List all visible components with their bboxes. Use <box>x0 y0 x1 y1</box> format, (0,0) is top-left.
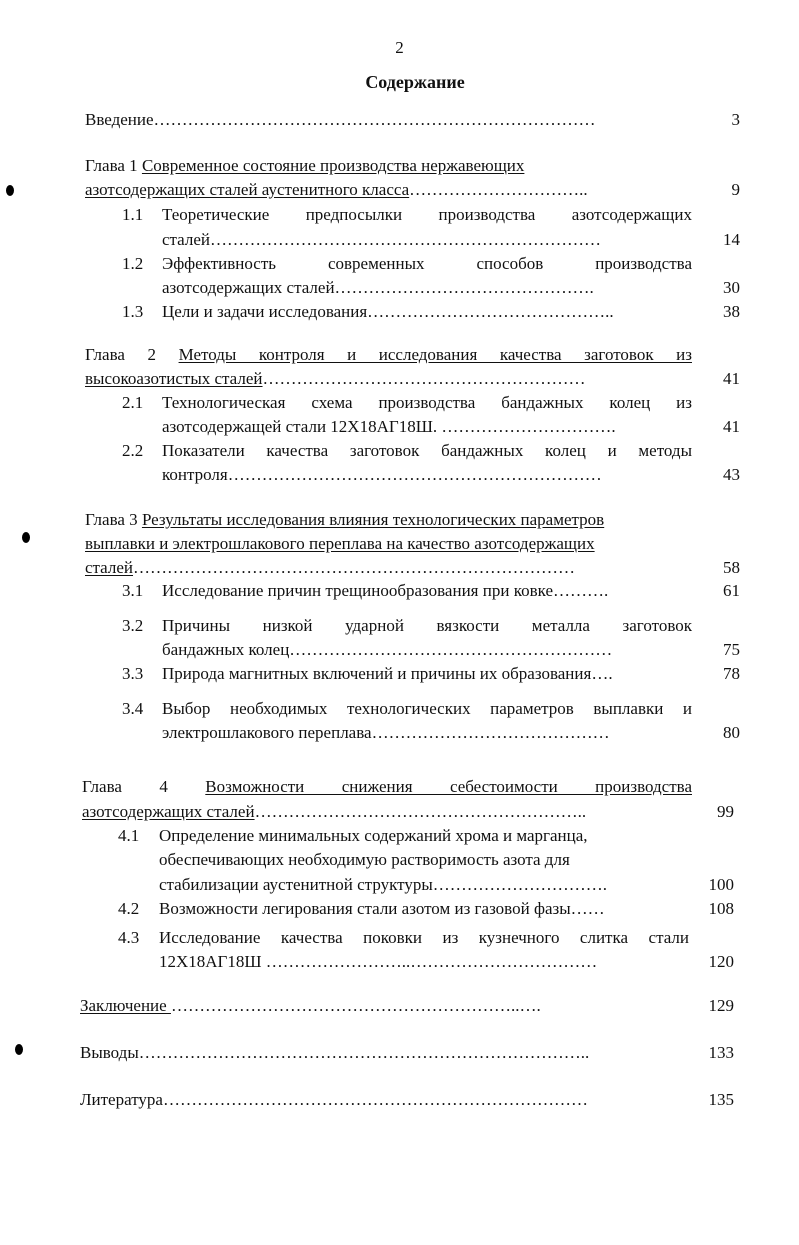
toc-section-number: 3.2 <box>122 616 144 635</box>
toc-leader: ………………………………………………… <box>262 369 586 388</box>
chapter-title: сталей <box>85 558 134 577</box>
toc-section-1-3-page: 38 <box>723 302 740 321</box>
toc-section-4-3-page: 120 <box>708 952 734 971</box>
toc-leader: …………………………………………………………………….. <box>138 1043 590 1062</box>
toc-chapter-3-page: 58 <box>723 558 740 577</box>
toc-section-1-3[interactable]: Цели и задачи исследования…………………………………….. <box>162 302 614 321</box>
chapter-title: Возможности снижения себестоимости производства <box>205 777 692 796</box>
toc-conclusion[interactable] <box>80 995 541 1017</box>
margin-bullet <box>6 185 14 196</box>
toc-section-1-2[interactable]: Эффективность современных способов производства <box>162 254 692 273</box>
chapter-title: Современное состояние производства нержавеющих <box>141 156 525 175</box>
toc-section-3-1[interactable]: Исследование причин трещинообразования при ковке………. <box>162 581 609 600</box>
toc-section-4-3[interactable]: Исследование качества поковки из кузнечного слитка стали <box>159 928 689 947</box>
margin-bullet <box>15 1044 23 1055</box>
toc-section-2-2-page: 43 <box>723 465 740 484</box>
toc-section-number: 2.1 <box>122 393 144 412</box>
chapter-title: высокоазотистых сталей <box>85 369 263 388</box>
toc-chapter-3[interactable] <box>85 509 604 531</box>
toc-section-number: 4.2 <box>118 899 140 918</box>
toc-section-2-1-cont: азотсодержащей стали 12Х18АГ18Ш. …………………………. <box>162 417 616 436</box>
toc-leader: …………………………………………………………………… <box>133 558 576 577</box>
toc-chapter-3-cont <box>85 533 595 555</box>
toc-section-4-2[interactable]: Возможности легирования стали азотом из газовой фазы…… <box>159 899 605 918</box>
toc-intro-label: Введение <box>85 110 154 129</box>
toc-section-4-1[interactable]: Определение минимальных содержаний хрома и марганца, <box>159 826 588 845</box>
toc-section-1-1-cont: сталей…………………………………………………………… <box>162 230 602 249</box>
toc-section-4-1-page: 100 <box>708 875 734 894</box>
toc-section-3-4[interactable]: Выбор необходимых технологических параметров выплавки и <box>162 699 692 718</box>
chapter-prefix: Глава 2 <box>85 345 179 364</box>
toc-section-3-2[interactable]: Причины низкой ударной вязкости металла заготовок <box>162 616 692 635</box>
toc-section-4-1-cont: стабилизации аустенитной структуры…………………………. <box>159 875 608 894</box>
toc-section-3-4-cont: электрошлакового переплава…………………………………… <box>162 723 610 742</box>
toc-leader: ………………………….. <box>409 180 588 199</box>
toc-chapter-2[interactable] <box>85 344 692 366</box>
toc-section-1-2-cont: азотсодержащих сталей………………………………………. <box>162 278 594 297</box>
toc-section-4-1-cont: обеспечивающих необходимую растворимость азота для <box>159 850 570 869</box>
chapter-title: азотсодержащих сталей аустенитного класса <box>85 180 410 199</box>
toc-findings[interactable] <box>80 1042 589 1064</box>
toc-chapter-4[interactable] <box>82 776 692 798</box>
toc-section-4-2-page: 108 <box>708 899 734 918</box>
toc-chapter-1-page: 9 <box>731 180 740 199</box>
toc-intro-page: 3 <box>731 110 740 129</box>
chapter-prefix: Глава 1 <box>85 156 142 175</box>
toc-section-2-2[interactable]: Показатели качества заготовок бандажных колец и методы <box>162 441 692 460</box>
toc-chapter-1[interactable] <box>85 155 524 177</box>
toc-section-number: 3.1 <box>122 581 144 600</box>
toc-section-3-3[interactable]: Природа магнитных включений и причины их образования…. <box>162 664 613 683</box>
toc-section-3-2-cont: бандажных колец………………………………………………… <box>162 640 613 659</box>
chapter-prefix: Глава 4 <box>82 777 206 796</box>
toc-section-number: 1.1 <box>122 205 144 224</box>
toc-leader: ……………………………………………………..…. <box>170 996 541 1015</box>
toc-chapter-4-page: 99 <box>717 802 734 821</box>
toc-section-number: 2.2 <box>122 441 144 460</box>
toc-chapter-3-cont <box>85 557 575 579</box>
chapter-title: Методы контроля и исследования качества заготовок из <box>178 345 692 364</box>
toc-intro[interactable] <box>85 109 596 131</box>
toc-section-number: 4.3 <box>118 928 140 947</box>
page-title: Содержание <box>365 72 465 92</box>
toc-conclusion-label: Заключение <box>80 996 171 1015</box>
toc-section-2-1[interactable]: Технологическая схема производства бандажных колец из <box>162 393 692 412</box>
page-number: 2 <box>395 38 404 57</box>
toc-chapter-4-cont <box>82 801 586 823</box>
chapter-title: Результаты исследования влияния технологических параметров <box>141 510 605 529</box>
toc-leader: …………………………………………………………………… <box>153 110 596 129</box>
chapter-prefix: Глава 3 <box>85 510 142 529</box>
toc-findings-page: 133 <box>708 1043 734 1062</box>
toc-chapter-2-cont <box>85 368 586 390</box>
toc-leader: ………………………………………………………………… <box>162 1090 588 1109</box>
toc-section-3-2-page: 75 <box>723 640 740 659</box>
toc-conclusion-page: 129 <box>708 996 734 1015</box>
chapter-title: выплавки и электрошлакового переплава на качество азотсодержащих <box>85 534 595 553</box>
toc-section-number: 1.2 <box>122 254 144 273</box>
toc-section-1-1-page: 14 <box>723 230 740 249</box>
margin-bullet <box>22 532 30 543</box>
toc-section-3-1-page: 61 <box>723 581 740 600</box>
toc-section-1-2-page: 30 <box>723 278 740 297</box>
toc-literature[interactable] <box>80 1089 588 1111</box>
toc-section-number: 3.4 <box>122 699 144 718</box>
toc-section-3-4-page: 80 <box>723 723 740 742</box>
toc-section-1-1[interactable]: Теоретические предпосылки производства азотсодержащих <box>162 205 692 224</box>
toc-section-3-3-page: 78 <box>723 664 740 683</box>
toc-section-number: 3.3 <box>122 664 144 683</box>
toc-section-2-1-page: 41 <box>723 417 740 436</box>
toc-section-2-2-cont: контроля………………………………………………………… <box>162 465 602 484</box>
toc-chapter-2-page: 41 <box>723 369 740 388</box>
toc-section-number: 1.3 <box>122 302 144 321</box>
toc-section-4-3-cont: 12Х18АГ18Ш ……………………..…………………………… <box>159 952 598 971</box>
toc-literature-page: 135 <box>708 1090 734 1109</box>
chapter-title: азотсодержащих сталей <box>82 802 255 821</box>
toc-chapter-1-cont <box>85 179 588 201</box>
toc-findings-label: Выводы <box>80 1043 139 1062</box>
toc-section-number: 4.1 <box>118 826 140 845</box>
toc-literature-label: Литература <box>80 1090 163 1109</box>
toc-leader: ………………………………………………….. <box>254 802 587 821</box>
